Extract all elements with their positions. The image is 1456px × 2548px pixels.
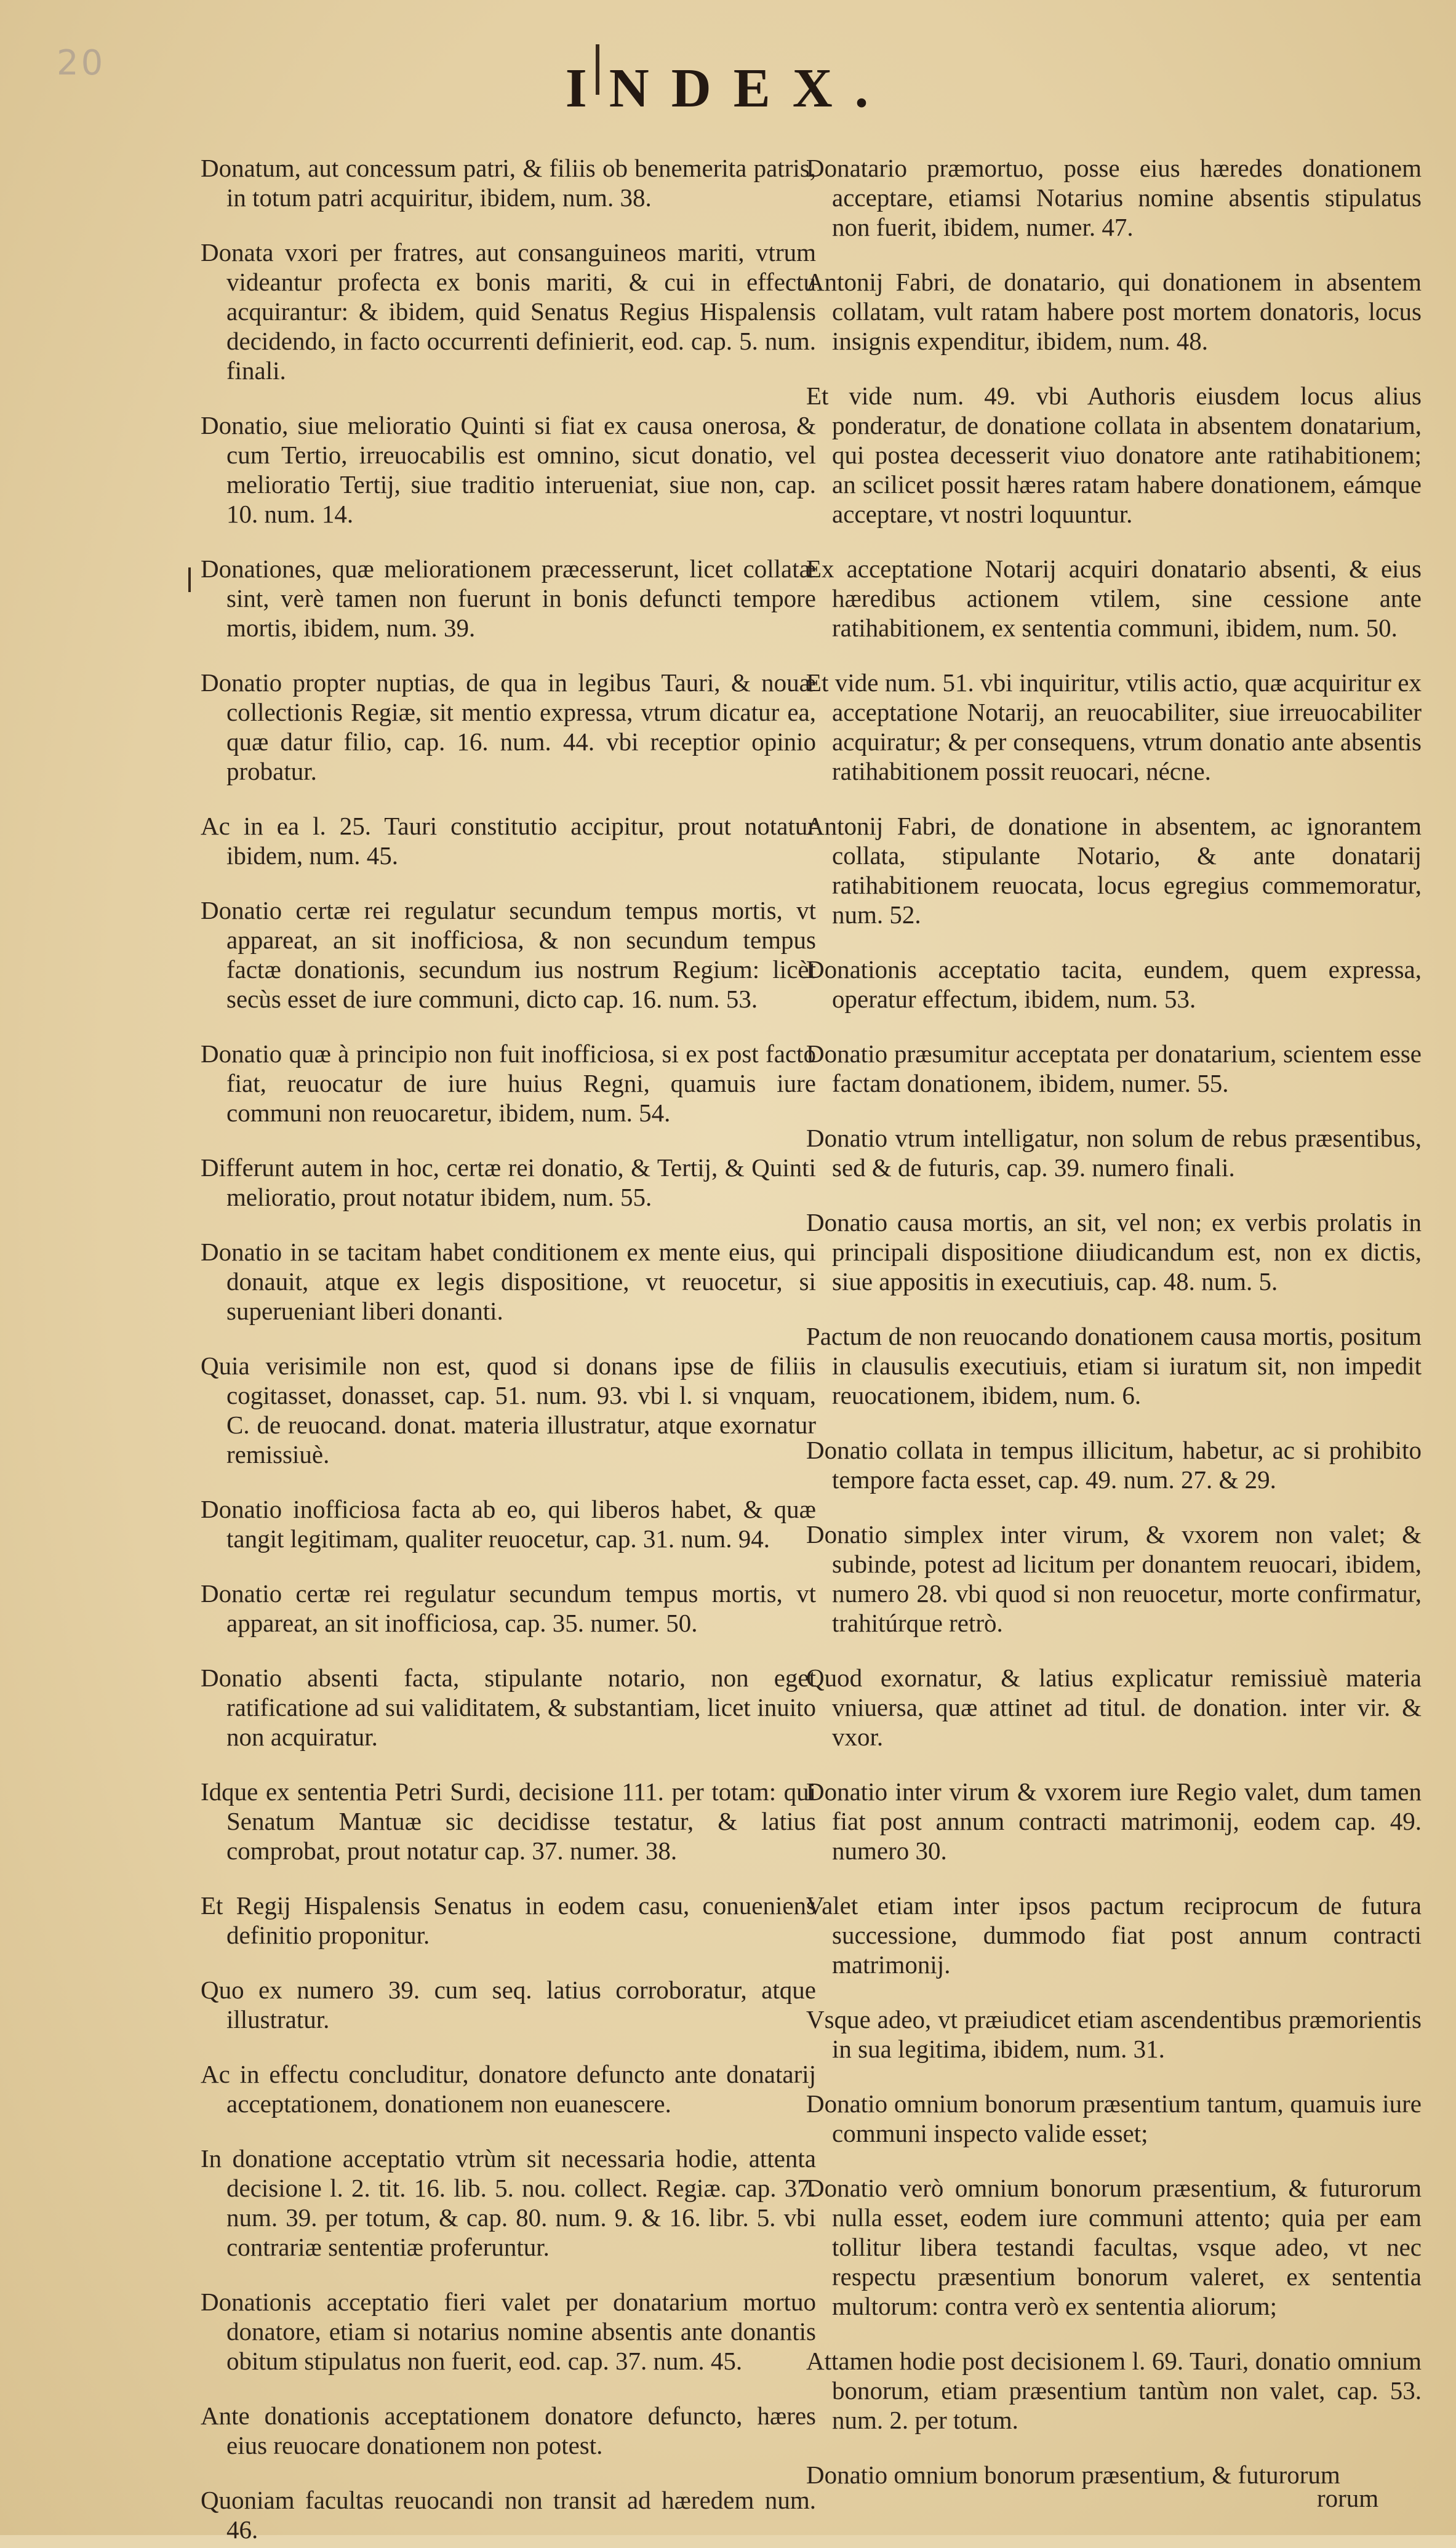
index-entry: Pactum de non reuocando donationem causa mortis, positum in clausulis executiuis, etiam si iuratum sit, non impedit reuocationem, ibidem, num. 6.	[806, 1322, 1422, 1409]
index-entry: Attamen hodie post decisionem l. 69. Tauri, donatio omnium bonorum, etiam præsentium tantùm non valet, cap. 53. num. 2. per totum.	[806, 2347, 1422, 2434]
index-entry: Donatio inter virum & vxorem iure Regio valet, dum tamen fiat post annum contracti matrimonij, eodem cap. 49. numero 30.	[806, 1777, 1422, 1865]
index-entry: Idque ex sententia Petri Surdi, decisione 111. per totam: qui Senatum Mantuæ sic decidisse testatur, & latius comprobat, prout notatur cap. 37. numer. 38.	[201, 1777, 816, 1865]
index-entry: Valet etiam inter ipsos pactum reciprocum de futura successione, dummodo fiat post annum contracti matrimonij.	[806, 1891, 1422, 1979]
index-entry: Donationes, quæ meliorationem præcesserunt, licet collatæ sint, verè tamen non fuerunt in bonis defuncti tempore mortis, ibidem, num. 39.	[201, 555, 816, 642]
index-entry: Vsque adeo, vt præiudicet etiam ascendentibus præmorientis in sua legitima, ibidem, num. 31.	[806, 2005, 1422, 2063]
left-column	[201, 128, 816, 2548]
page-title: INDEX.	[565, 58, 891, 119]
index-entry: Ex acceptatione Notarij acquiri donatario absenti, & eius hæredibus actionem vtilem, sine cessione ante ratihabitionem, ex sententia communi, ibidem, num. 50.	[806, 555, 1422, 642]
index-entry: Donatio certæ rei regulatur secundum tempus mortis, vt appareat, an sit inofficiosa, cap. 35. numer. 50.	[201, 1579, 816, 1637]
index-entry: In donatione acceptatio vtrùm sit necessaria hodie, attenta decisione l. 2. tit. 16. lib. 5. nou. collect. Regiæ. cap. 37. num. 39. per totum, & cap. 80. num. 9. & 16. libr. 5. vbi contrariæ sententiæ proferuntur.	[201, 2144, 816, 2261]
index-entry: Et vide num. 49. vbi Authoris eiusdem locus alius ponderatur, de donatione collata in absentem donatarium, qui postea decesserit viuo donatore ante ratihabitionem; an scilicet possit hæres ratam habere donationem, eámque acceptare, vt nostri loquuntur.	[806, 382, 1422, 528]
index-entry: Donatio in se tacitam habet conditionem ex mente eius, qui donauit, atque ex legis dispositione, vt reuocetur, si superueniant liberi donanti.	[201, 1238, 816, 1325]
index-entry: Donatio vtrum intelligatur, non solum de rebus præsentibus, sed & de futuris, cap. 39. numero finali.	[806, 1124, 1422, 1182]
index-entry: Differunt autem in hoc, certæ rei donatio, & Tertij, & Quinti melioratio, prout notatur ibidem, num. 55.	[201, 1153, 816, 1211]
index-entry: Donatio omnium bonorum præsentium tantum, quamuis iure communi inspecto valide esset;	[806, 2089, 1422, 2147]
index-entry: Donatum, aut concessum patri, & filiis ob benemerita patris, in totum patri acquiritur, ibidem, num. 38.	[201, 154, 816, 212]
index-entry: Donationis acceptatio fieri valet per donatarium mortuo donatore, etiam si notarius nomine absentis ante donantis obitum stipulatus non fuerit, eod. cap. 37. num. 45.	[201, 2288, 816, 2375]
index-entry: Et vide num. 51. vbi inquiritur, vtilis actio, quæ acquiritur ex acceptatione Notarij, an reuocabiliter, siue irreuocabiliter acquiratur; & per consequens, vtrum donatio ante absentis ratihabitionem possit reuocari, nécne.	[806, 668, 1422, 785]
index-entry: Ac in effectu concluditur, donatore defuncto ante donatarij acceptationem, donationem non euanescere.	[201, 2060, 816, 2118]
index-entry: Donata vxori per fratres, aut consanguineos mariti, vtrum videantur profecta ex bonis mariti, & cui in effectu acquirantur: & ibidem, quid Senatus Regius Hispalensis decidendo, in facto occurrenti definierit, eod. cap. 5. num. finali.	[201, 238, 816, 385]
right-column	[806, 128, 1422, 2493]
index-entry: Donatio causa mortis, an sit, vel non; ex verbis prolatis in principali dispositione diiudicandum est, non ex dictis, siue appositis in executiuis, cap. 48. num. 5.	[806, 1208, 1422, 1296]
folio-number: 20	[57, 43, 106, 83]
index-entry: Donatio præsumitur acceptata per donatarium, scientem esse factam donationem, ibidem, numer. 55.	[806, 1040, 1422, 1097]
index-entry: Quoniam facultas reuocandi non transit ad hæredem num. 46.	[201, 2486, 816, 2544]
index-entry: Donatio verò omnium bonorum præsentium, & futurorum nulla esset, eodem iure communi attento; quia per eam tollitur libera testandi facultas, vsque adeo, vt nec respectu præsentium bonorum valeret, ex sententia multorum: contra verò ex sententia aliorum;	[806, 2174, 1422, 2320]
index-entry: Ante donationis acceptationem donatore defuncto, hæres eius reuocare donationem non potest.	[201, 2402, 816, 2459]
index-entry: Donatio, siue melioratio Quinti si fiat ex causa onerosa, & cum Tertio, irreuocabilis est omnino, sicut donatio, vel melioratio Tertij, siue traditio interueniat, siue non, cap. 10. num. 14.	[201, 411, 816, 528]
index-entry: Quia verisimile non est, quod si donans ipse de filiis cogitasset, donasset, cap. 51. num. 93. vbi l. si vnquam, C. de reuocand. donat. materia illustratur, atque exornatur remissiuè.	[201, 1352, 816, 1468]
index-entry: Donatio propter nuptias, de qua in legibus Tauri, & nouæ collectionis Regiæ, sit mentio expressa, vtrum dicatur ea, quæ datur filio, cap. 16. num. 44. vbi receptior opinio probatur.	[201, 668, 816, 785]
index-entry: Antonij Fabri, de donatario, qui donationem in absentem collatam, vult ratam habere post mortem donatoris, locus insignis expenditur, ibidem, num. 48.	[806, 268, 1422, 355]
index-entry: Et Regij Hispalensis Senatus in eodem casu, conueniens definitio proponitur.	[201, 1891, 816, 1949]
index-entry: Donationis acceptatio tacita, eundem, quem expressa, operatur effectum, ibidem, num. 53.	[806, 955, 1422, 1013]
index-entry: Donatio quæ à principio non fuit inofficiosa, si ex post facto fiat, reuocatur de iure huius Regni, quamuis iure communi non reuocaretur, ibidem, num. 54.	[201, 1040, 816, 1127]
index-entry: Antonij Fabri, de donatione in absentem, ac ignorantem collata, stipulante Notario, & ante donatarij ratihabitionem reuocata, locus egregius commemoratur, num. 52.	[806, 812, 1422, 929]
index-entry: Donatio simplex inter virum, & vxorem non valet; & subinde, potest ad licitum per donantem reuocari, ibidem, numero 28. vbi quod si non reuocetur, morte confirmatur, trahitúrque retrò.	[806, 1520, 1422, 1637]
index-entry: Ac in ea l. 25. Tauri constitutio accipitur, prout notatur ibidem, num. 45.	[201, 812, 816, 870]
index-entry: Quod exornatur, & latius explicatur remissiuè materia vniuersa, quæ attinet ad titul. de donation. inter vir. & vxor.	[806, 1664, 1422, 1751]
index-entry: Donatario præmortuo, posse eius hæredes donationem acceptare, etiamsi Notarius nomine absentis stipulatus non fuerit, ibidem, numer. 47.	[806, 154, 1422, 241]
margin-mark	[188, 567, 191, 592]
index-entry: Donatio inofficiosa facta ab eo, qui liberos habet, & quæ tangit legitimam, qualiter reuocetur, cap. 31. num. 94.	[201, 1495, 816, 1553]
catchword: rorum	[1317, 2484, 1379, 2512]
index-entry: Donatio absenti facta, stipulante notario, non eget ratificatione ad sui validitatem, & substantiam, licet inuito non acquiratur.	[201, 1664, 816, 1751]
index-entry: Donatio omnium bonorum præsentium, & futurorum	[806, 2461, 1340, 2489]
index-entry: Quo ex numero 39. cum seq. latius corroboratur, atque illustratur.	[201, 1976, 816, 2033]
index-entry: Donatio collata in tempus illicitum, habetur, ac si prohibito tempore facta esset, cap. 49. num. 27. & 29.	[806, 1436, 1422, 1494]
index-entry: Donatio certæ rei regulatur secundum tempus mortis, vt appareat, an sit inofficiosa, & non secundum tempus factæ donationis, secundum ius nostrum Regium: licèt secùs esset de iure communi, dicto cap. 16. num. 53.	[201, 896, 816, 1013]
